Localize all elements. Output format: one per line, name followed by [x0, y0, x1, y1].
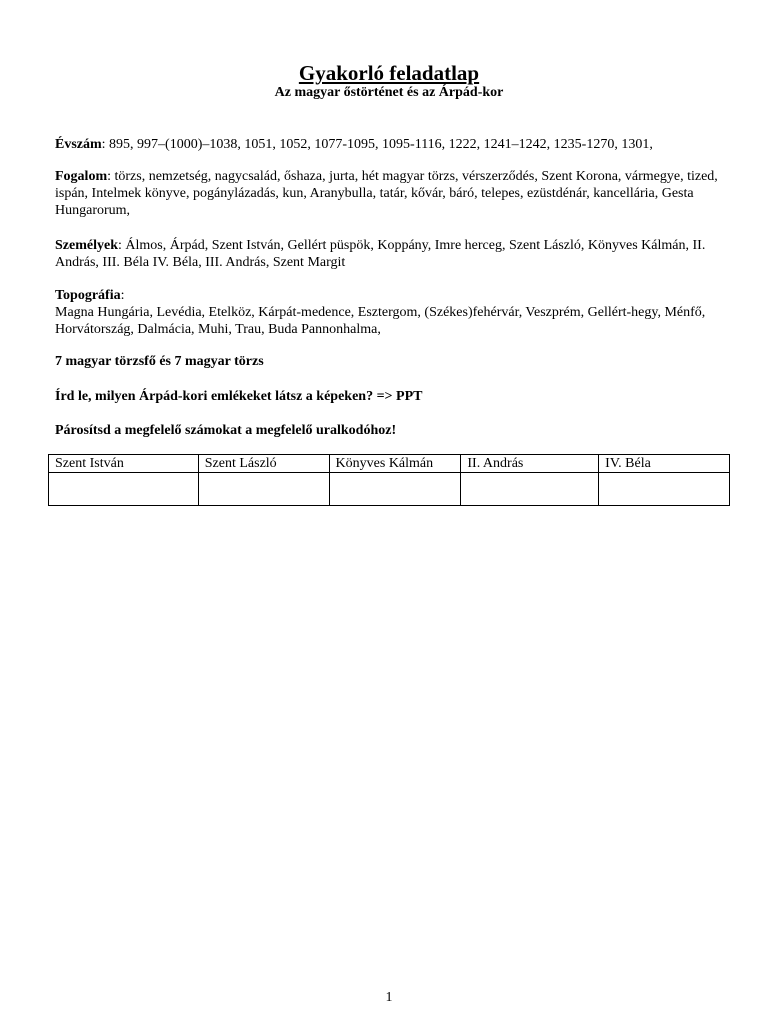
fogalom-label: Fogalom [55, 169, 108, 184]
fogalom-text: : törzs, nemzetség, nagycsalád, őshaza, jurta, hét magyar törzs, vérszerződés, Szent Korona, vármegye, tized, ispán, Intelmek könyve, pogánylázadás, kun, Aranybulla, tatár, kővár, báró, telepes, ezüstdénár, kancellária, Gesta Hungarorum, [55, 169, 718, 218]
topografia-label: Topográfia [55, 288, 121, 303]
ird-task: Írd le, milyen Árpád-kori emlékeket látsz a képeken? => PPT [55, 389, 423, 404]
column-header-iv-bela: IV. Béla [599, 455, 730, 473]
table-answer-row [49, 473, 730, 506]
topografia-colon: : [120, 288, 125, 303]
szemelyek-text: : Álmos, Árpád, Szent István, Gellért püspök, Koppány, Imre herceg, Szent László, Könyves Kálmán, II. András, III. Béla IV. Béla, III. András, Szent Margit [55, 238, 706, 270]
answer-cell-konyves-kalman[interactable] [329, 473, 461, 506]
evszam-label: Évszám [55, 137, 102, 152]
szemelyek-paragraph [55, 237, 735, 271]
page-subtitle: Az magyar őstörténet és az Árpád-kor [274, 85, 504, 100]
answer-cell-szent-istvan[interactable] [49, 473, 199, 506]
parosits-task: Párosítsd a megfelelő számokat a megfelelő uralkodóhoz! [55, 423, 397, 438]
column-header-ii-andras: II. András [461, 455, 599, 473]
matching-table [48, 454, 730, 506]
table-header-row [49, 455, 730, 473]
column-header-szent-istvan: Szent István [49, 455, 199, 473]
fogalom-paragraph [55, 168, 735, 219]
page-number: 1 [385, 990, 393, 1005]
torzs-task: 7 magyar törzsfő és 7 magyar törzs [55, 354, 264, 369]
answer-cell-szent-laszlo[interactable] [198, 473, 329, 506]
evszam-text: : 895, 997–(1000)–1038, 1051, 1052, 1077-1095, 1095-1116, 1222, 1241–1242, 1235-1270, 1301, [101, 137, 653, 152]
answer-cell-iv-bela[interactable] [599, 473, 730, 506]
evszam-paragraph [55, 136, 735, 153]
column-header-konyves-kalman: Könyves Kálmán [329, 455, 461, 473]
topografia-text: Magna Hungária, Levédia, Etelköz, Kárpát-medence, Esztergom, (Székes)fehérvár, Veszprém, Gellért-hegy, Ménfő, Horvátország, Dalmácia, Muhi, Trau, Buda Pannonhalma, [55, 305, 706, 337]
answer-cell-ii-andras[interactable] [461, 473, 599, 506]
page-title: Gyakorló feladatlap [298, 61, 480, 85]
topografia-paragraph [55, 287, 735, 338]
szemelyek-label: Személyek [55, 238, 118, 253]
column-header-szent-laszlo: Szent László [198, 455, 329, 473]
